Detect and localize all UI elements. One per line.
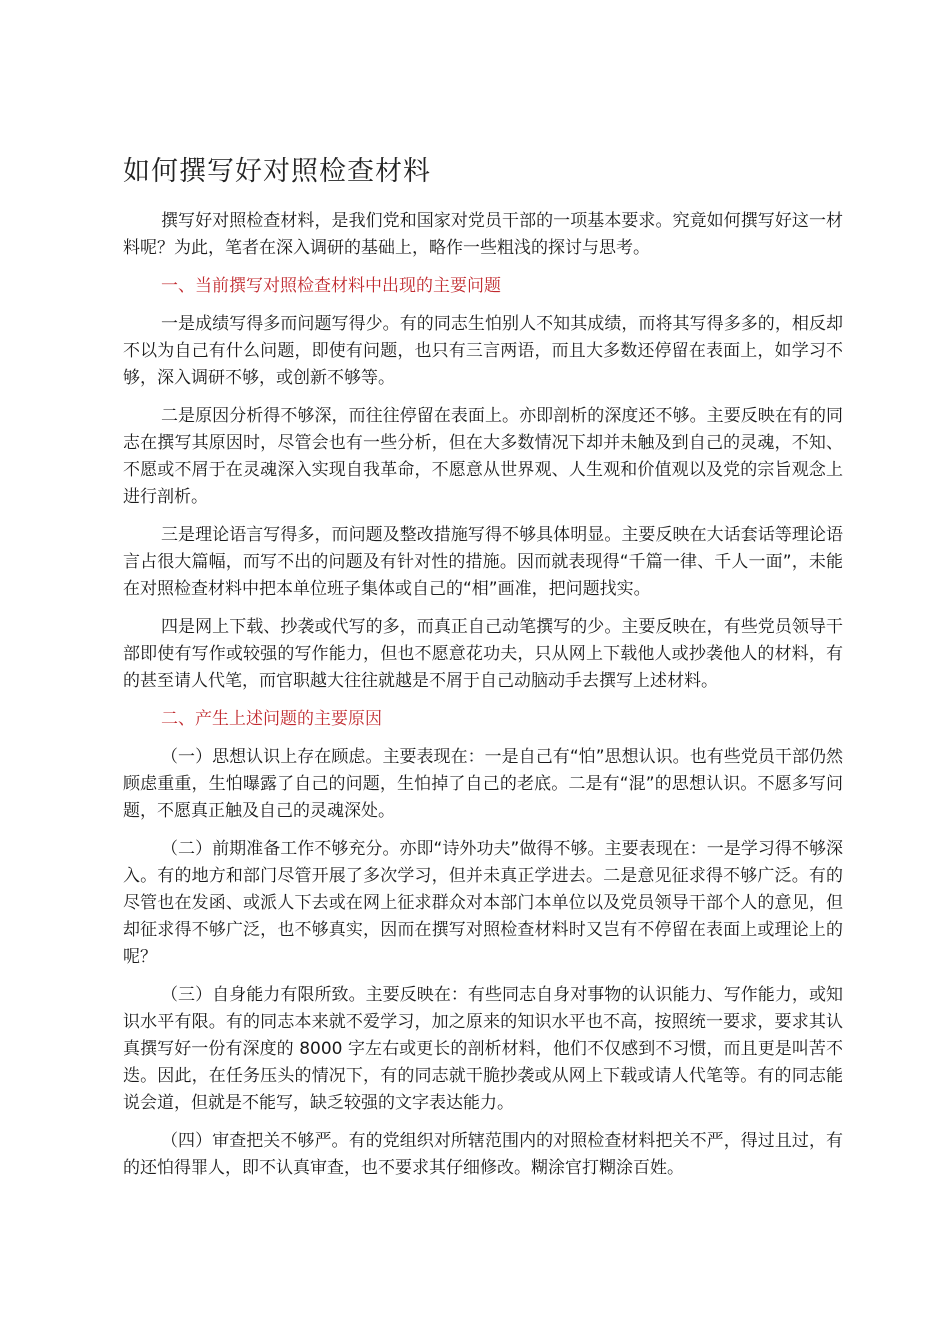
cause-paragraph-1: （一）思想认识上存在顾虑。主要表现在：一是自己有“怕”思想认识。也有些党员干部仍然顾虑重重，生怕曝露了自己的问题，生怕掉了自己的老底。二是有“混”的思想认识。不愿多写问题，不愿真正触及自己的灵魂深处。	[123, 747, 843, 821]
problem-paragraph-4: 四是网上下载、抄袭或代写的多，而真正自己动笔撰写的少。主要反映在，有些党员领导干部即使有写作或较强的写作能力，但也不愿意花功夫，只从网上下载他人或抄袭他人的材料，有的甚至请人代笔，而官职越大往往就越是不屑于自己动脑动手去撰写上述材料。	[123, 617, 843, 691]
cause-paragraph-2: （二）前期准备工作不够充分。亦即“诗外功夫”做得不够。主要表现在：一是学习得不够深入。有的地方和部门尽管开展了多次学习，但并未真正学进去。二是意见征求得不够广泛。有的尽管也在发函、或派人下去或在网上征求群众对本部门本单位以及党员领导干部个人的意见，但却征求得不够广泛，也不够真实，因而在撰写对照检查材料时又岂有不停留在表面上或理论上的呢？	[123, 839, 843, 967]
problem-paragraph-1: 一是成绩写得多而问题写得少。有的同志生怕别人不知其成绩，而将其写得多多的，相反却不以为自己有什么问题，即使有问题，也只有三言两语，而且大多数还停留在表面上，如学习不够，深入调研不够，或创新不够等。	[123, 314, 843, 388]
intro-paragraph: 撰写好对照检查材料，是我们党和国家对党员干部的一项基本要求。究竟如何撰写好这一材料呢？为此，笔者在深入调研的基础上，略作一些粗浅的探讨与思考。	[123, 211, 843, 258]
section-heading-causes: 二、产生上述问题的主要原因	[161, 709, 382, 729]
problem-paragraph-2: 二是原因分析得不够深，而往往停留在表面上。亦即剖析的深度还不够。主要反映在有的同志在撰写其原因时，尽管会也有一些分析，但在大多数情况下却并未触及到自己的灵魂，不知、不愿或不屑于在灵魂深入实现自我革命，不愿意从世界观、人生观和价值观以及党的宗旨观念上进行剖析。	[123, 406, 843, 507]
cause-paragraph-3: （三）自身能力有限所致。主要反映在：有些同志自身对事物的认识能力、写作能力，或知识水平有限。有的同志本来就不爱学习，加之原来的知识水平也不高，按照统一要求，要求其认真撰写好一份有深度的 8000 字左右或更长的剖析材料，他们不仅感到不习惯，而且更是叫苦不迭。因此，在任务压头的情况下，有的同志就干脆抄袭或从网上下载或请人代笔等。有的同志能说会道，但就是不能写，缺乏较强的文字表达能力。	[123, 985, 843, 1113]
problem-paragraph-3: 三是理论语言写得多，而问题及整改措施写得不够具体明显。主要反映在大话套话等理论语言占很大篇幅，而写不出的问题及有针对性的措施。因而就表现得“千篇一律、千人一面”，未能在对照检查材料中把本单位班子集体或自己的“相”画准，把问题找实。	[123, 525, 843, 599]
document-title: 如何撰写好对照检查材料	[123, 156, 431, 187]
cause-paragraph-4: （四）审查把关不够严。有的党组织对所辖范围内的对照检查材料把关不严，得过且过，有的还怕得罪人，即不认真审查，也不要求其仔细修改。糊涂官打糊涂百姓。	[123, 1131, 843, 1178]
document-body	[123, 208, 843, 1193]
section-heading-problems: 一、当前撰写对照检查材料中出现的主要问题	[161, 276, 501, 296]
